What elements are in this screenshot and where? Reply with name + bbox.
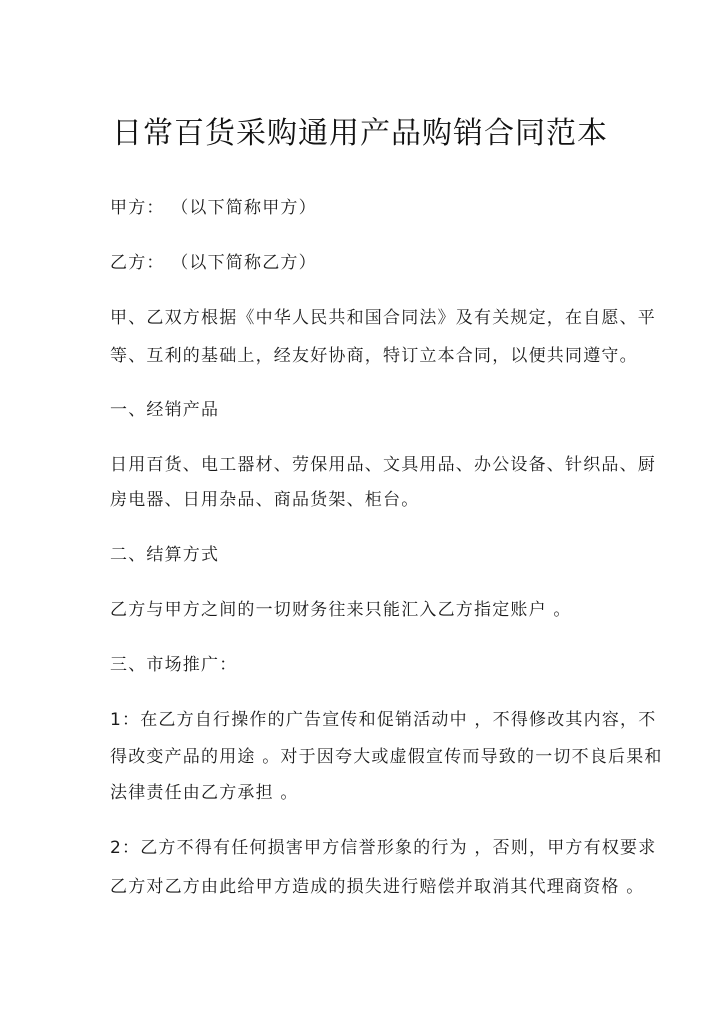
settlement-line-1: 乙方与甲方之间的一切财务往来只能汇入乙方指定账户 。 bbox=[110, 600, 572, 620]
section-heading-settlement: 二、结算方式 bbox=[110, 545, 220, 565]
products-line-1: 日用百货、电工器材、劳保用品、文具用品、办公设备、针织品、厨 bbox=[110, 455, 656, 475]
section-heading-products: 一、经销产品 bbox=[110, 400, 220, 420]
clause-1-line-3: 法律责任由乙方承担 。 bbox=[110, 783, 299, 803]
party-b-line: 乙方： （以下简称乙方） bbox=[110, 253, 317, 273]
clause-2-line-1: 2：乙方不得有任何损害甲方信誉形象的行为 ，否则，甲方有权要求 bbox=[110, 838, 657, 858]
section-heading-marketing: 三、市场推广： bbox=[110, 655, 238, 675]
clause-1-line-1: 1：在乙方自行操作的广告宣传和促销活动中 ，不得修改其内容，不 bbox=[110, 710, 657, 730]
clause-2-line-2: 乙方对乙方由此给甲方造成的损失进行赔偿并取消其代理商资格 。 bbox=[110, 877, 645, 897]
products-line-2: 房电器、日用杂品、商品货架、柜台。 bbox=[110, 490, 420, 510]
preamble-line-1: 甲、乙双方根据《中华人民共和国合同法》及有关规定，在自愿、平 bbox=[110, 308, 656, 328]
preamble-line-2: 等、互利的基础上，经友好协商，特订立本合同，以便共同遵守。 bbox=[110, 346, 638, 366]
clause-1-line-2: 得改变产品的用途 。对于因夸大或虚假宣传而导致的一切不良后果和 bbox=[110, 747, 663, 767]
document-title: 日常百货采购通用产品购销合同范本 bbox=[112, 116, 608, 151]
party-a-line: 甲方： （以下简称甲方） bbox=[110, 198, 317, 218]
